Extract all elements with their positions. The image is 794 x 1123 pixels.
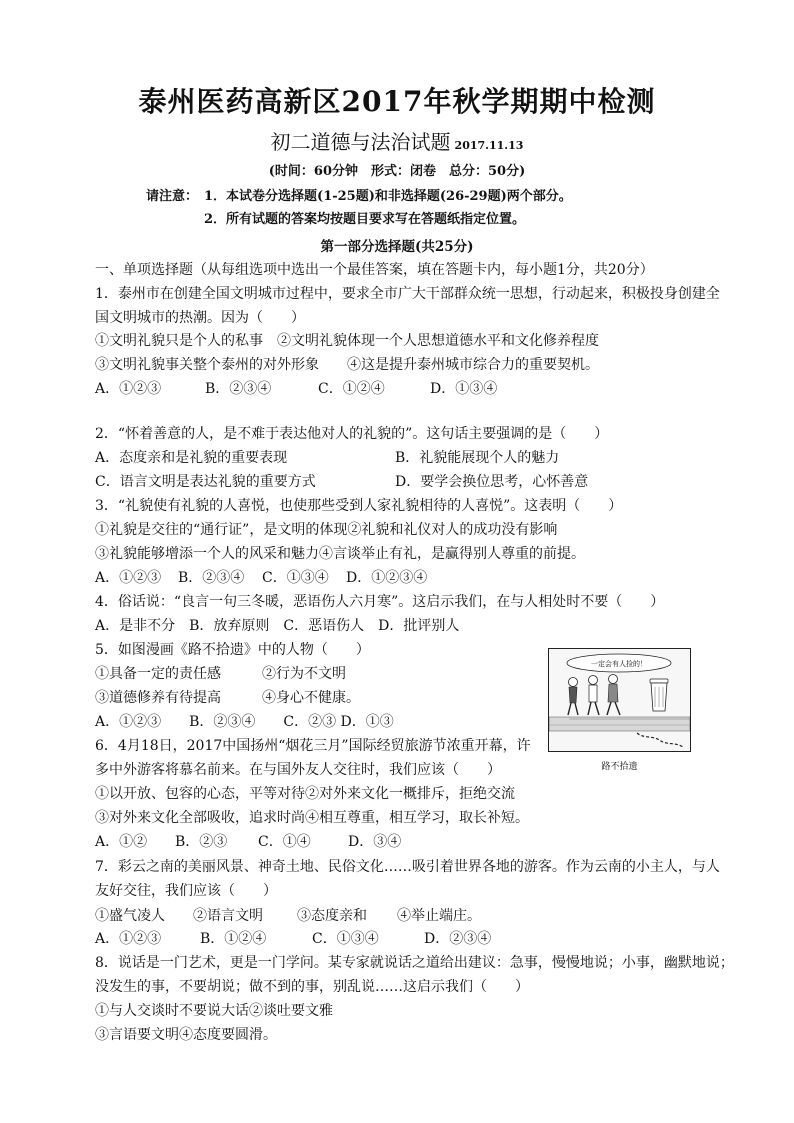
q8-option-line1: ①与人交谈时不要说大话②谈吐要文雅 — [95, 1003, 333, 1019]
q5-option-1: ①具备一定的责任感 — [95, 666, 221, 682]
q3-option-line2: ③礼貌能够增添一个人的风采和魅力④言谈举止有礼，是赢得别人尊重的前提。 — [95, 546, 585, 562]
q6-choice-b: B．②③ — [175, 834, 228, 850]
trash-bin — [650, 679, 668, 711]
q5-option-4: ④身心不健康。 — [262, 690, 360, 706]
q7-option-2: ②语言文明 — [193, 908, 263, 924]
q2-choice-b: B．礼貌能展现个人的魅力 — [395, 450, 560, 466]
q2-choice-c: C．语言文明是表达礼貌的重要方式 — [95, 474, 316, 490]
section-title: 第一部分选择题(共25分) — [320, 239, 474, 255]
q1-stem-line1: 1．泰州市在创建全国文明城市过程中，要求全市广大干部群众统一思想，行动起来，积极投身创建全 — [95, 286, 720, 302]
q4-stem: 4．俗话说：“良言一句三冬暖，恶语伤人六月寒”。这启示我们，在与人相处时不要（ ） — [95, 594, 665, 610]
q5-option-3: ③道德修养有待提高 — [95, 690, 221, 706]
exam-title: 泰州医药高新区2017年秋学期期中检测 — [138, 85, 656, 118]
speech-bubble-text: 一定会有人捡的！ — [591, 660, 647, 668]
q6-choice-c: C．①④ — [258, 834, 311, 850]
q3-choice-c: C．①③④ — [262, 570, 329, 586]
q6-stem-line1: 6．4月18日，2017中国扬州“烟花三月”国际经贸旅游节浓重开幕，许 — [95, 738, 531, 754]
section-instruction: 一、单项选择题（从每组选项中选出一个最佳答案，填在答题卡内，每小题1分，共20分） — [95, 262, 654, 278]
q2-choice-a: A．态度亲和是礼貌的重要表现 — [95, 450, 288, 466]
q1-choice-b: B．②③④ — [205, 381, 272, 397]
q3-stem: 3．“礼貌使有礼貌的人喜悦，也使那些受到人家礼貌相待的人喜悦”。这表明（ ） — [95, 498, 623, 514]
q5-stem: 5．如图漫画《路不拾遗》中的人物（ ） — [95, 642, 370, 658]
q7-stem-line1: 7．彩云之南的美丽风景、神奇土地、民俗文化……吸引着世界各地的游客。作为云南的小主人，与人 — [95, 859, 720, 875]
q3-choice-a: A．①②③ — [95, 570, 162, 586]
q1-option-line1: ①文明礼貌只是个人的私事 ②文明礼貌体现一个人思想道德水平和文化修养程度 — [95, 333, 599, 349]
q7-stem-line2: 友好交往，我们应该（ ） — [95, 883, 277, 899]
q3-choice-d: D．①②③④ — [346, 570, 428, 586]
q6-stem-line2: 多中外游客将慕名前来。在与国外友人交往时，我们应该（ ） — [95, 762, 501, 778]
q7-choice-d: D．②③④ — [424, 931, 492, 947]
cartoon-figure — [548, 648, 691, 752]
note-item-1: 1．本试卷分选择题(1-25题)和非选择题(26-29题)两个部分。 — [204, 189, 572, 204]
q6-option-line1: ①以开放、包容的心态，平等对待②对外来文化一概排斥，拒绝交流 — [95, 786, 515, 802]
q2-stem: 2．“怀着善意的人，是不难于表达他对人的礼貌的”。这句话主要强调的是（ ） — [95, 426, 609, 442]
exam-info: (时间：60分钟 形式：闭卷 总分：50分) — [268, 164, 526, 179]
note-item-2: 2．所有试题的答案均按题目要求写在答题纸指定位置。 — [204, 212, 526, 227]
q7-choice-b: B．①②④ — [200, 931, 267, 947]
q8-stem-line1: 8．说话是一门艺术，更是一门学问。某专家就说话之道给出建议：急事，慢慢地说；小事，幽默地说； — [95, 955, 734, 971]
q5-option-2: ②行为不文明 — [262, 666, 346, 682]
q1-choice-c: C．①②④ — [318, 381, 385, 397]
q8-option-line2: ③言语要文明④态度要圆滑。 — [95, 1027, 277, 1043]
cartoon-drawing — [549, 649, 690, 751]
q5-choices: A．①②③ B．②③④ C．②③ D．①③ — [95, 714, 394, 730]
subtitle-text: 初二道德与法治试题 — [270, 130, 451, 154]
note-label: 请注意： — [146, 189, 199, 204]
q7-option-3: ③态度亲和 — [297, 908, 367, 924]
cartoon-caption: 路不拾遗 — [601, 762, 638, 772]
exam-subtitle — [0, 126, 794, 155]
q1-choice-a: A．①②③ — [95, 381, 162, 397]
q6-choice-a: A．①② — [95, 834, 148, 850]
q1-stem-line2: 国文明城市的热潮。因为（ ） — [95, 310, 305, 326]
q3-choice-b: B．②③④ — [178, 570, 245, 586]
q4-choices: A．是非不分 B．放弃原则 C．恶语伤人 D．批评别人 — [95, 618, 460, 634]
q7-choice-c: C．①③④ — [312, 931, 379, 947]
q7-option-1: ①盛气凌人 — [95, 908, 165, 924]
q1-option-line2: ③文明礼貌事关整个泰州的对外形象 ④这是提升泰州城市综合力的重要契机。 — [95, 357, 599, 373]
q8-stem-line2: 没发生的事，不要胡说；做不到的事，别乱说……这启示我们（ ） — [95, 979, 529, 995]
q6-option-line2: ③对外来文化全部吸收，追求时尚④相互尊重，相互学习，取长补短。 — [95, 810, 529, 826]
q3-option-line1: ①礼貌是交往的“通行证”，是文明的体现②礼貌和礼仪对人的成功没有影响 — [95, 522, 558, 538]
q7-choice-a: A．①②③ — [95, 931, 162, 947]
exam-date: 2017.11.13 — [454, 139, 524, 152]
q7-option-4: ④举止端庄。 — [397, 908, 481, 924]
q2-choice-d: D．要学会换位思考，心怀善意 — [395, 474, 589, 490]
q6-choice-d: D．③④ — [348, 834, 402, 850]
q1-choice-d: D．①③④ — [430, 381, 498, 397]
